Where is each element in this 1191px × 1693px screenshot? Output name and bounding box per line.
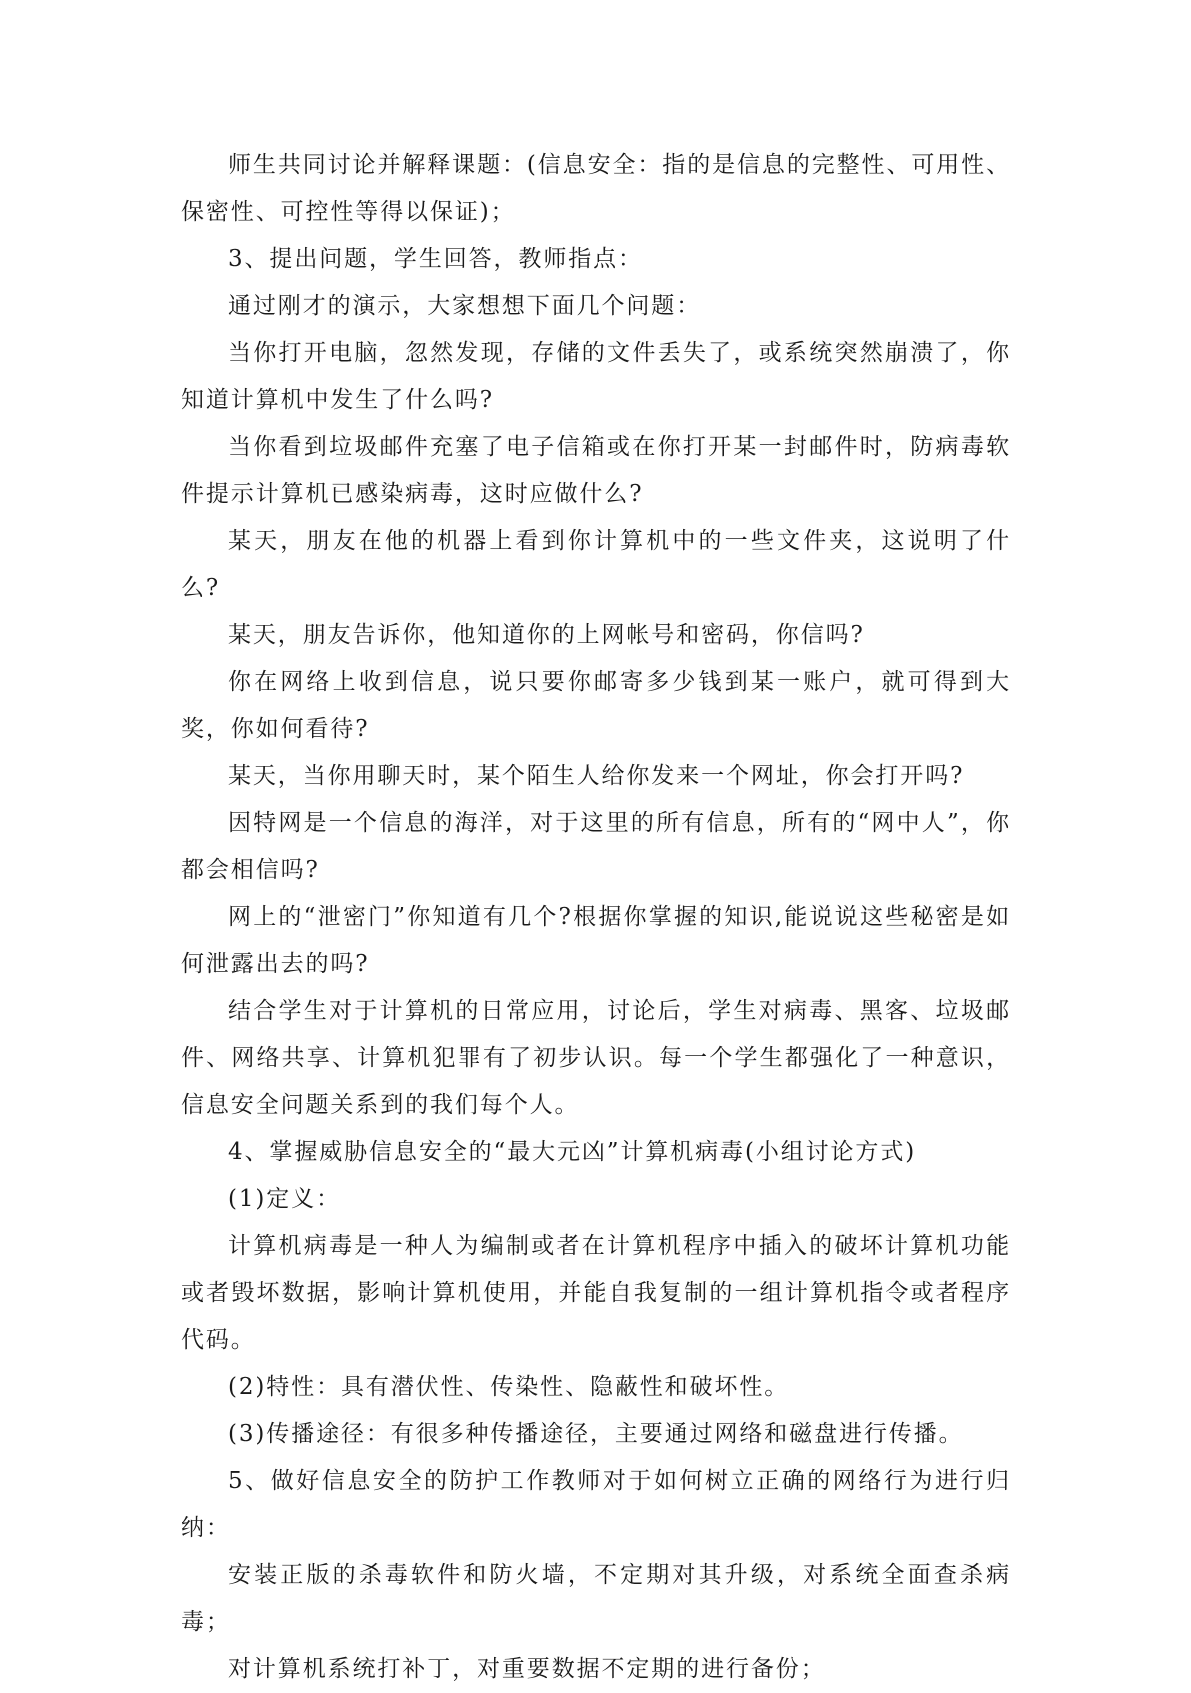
paragraph: 计算机病毒是一种人为编制或者在计算机程序中插入的破坏计算机功能或者毁坏数据，影响计算机使用，并能自我复制的一组计算机指令或者程序代码。 bbox=[181, 1233, 1011, 1353]
paragraph: 当你看到垃圾邮件充塞了电子信箱或在你打开某一封邮件时，防病毒软件提示计算机已感染病毒，这时应做什么? bbox=[181, 434, 1011, 507]
paragraph: 3、提出问题，学生回答，教师指点： bbox=[228, 246, 643, 272]
paragraph: 你在网络上收到信息，说只要你邮寄多少钱到某一账户，就可得到大奖，你如何看待? bbox=[181, 669, 1011, 742]
paragraph: 某天，朋友告诉你，他知道你的上网帐号和密码，你信吗? bbox=[228, 622, 865, 648]
paragraph: 结合学生对于计算机的日常应用，讨论后，学生对病毒、黑客、垃圾邮件、网络共享、计算机犯罪有了初步认识。每一个学生都强化了一种意识，信息安全问题关系到的我们每个人。 bbox=[181, 998, 1011, 1118]
section-heading: 4、掌握威胁信息安全的“最大元凶”计算机病毒(小组讨论方式) bbox=[228, 1139, 917, 1165]
paragraph: 网上的“泄密门”你知道有几个?根据你掌握的知识,能说说这些秘密是如何泄露出去的吗? bbox=[181, 904, 1011, 977]
paragraph: (2)特性：具有潜伏性、传染性、隐蔽性和破坏性。 bbox=[228, 1374, 790, 1400]
paragraph: 因特网是一个信息的海洋，对于这里的所有信息，所有的“网中人”，你都会相信吗? bbox=[181, 810, 1011, 883]
paragraph: 师生共同讨论并解释课题：(信息安全：指的是信息的完整性、可用性、保密性、可控性等得以保证)； bbox=[181, 152, 1011, 225]
document-body bbox=[181, 142, 1011, 1693]
paragraph: 对计算机系统打补丁，对重要数据不定期的进行备份； bbox=[228, 1656, 826, 1682]
paragraph: 当你打开电脑，忽然发现，存储的文件丢失了，或系统突然崩溃了，你知道计算机中发生了什么吗? bbox=[181, 340, 1011, 413]
paragraph: 安装正版的杀毒软件和防火墙，不定期对其升级，对系统全面查杀病毒； bbox=[181, 1562, 1011, 1635]
paragraph: 某天，朋友在他的机器上看到你计算机中的一些文件夹，这说明了什么? bbox=[181, 528, 1011, 601]
paragraph: (3)传播途径：有很多种传播途径，主要通过网络和磁盘进行传播。 bbox=[228, 1421, 964, 1447]
paragraph: 通过刚才的演示，大家想想下面几个问题： bbox=[228, 293, 702, 319]
paragraph: 某天，当你用聊天时，某个陌生人给你发来一个网址，你会打开吗? bbox=[228, 763, 965, 789]
paragraph: (1)定义： bbox=[228, 1186, 341, 1212]
section-heading: 5、做好信息安全的防护工作教师对于如何树立正确的网络行为进行归纳： bbox=[181, 1468, 1011, 1541]
